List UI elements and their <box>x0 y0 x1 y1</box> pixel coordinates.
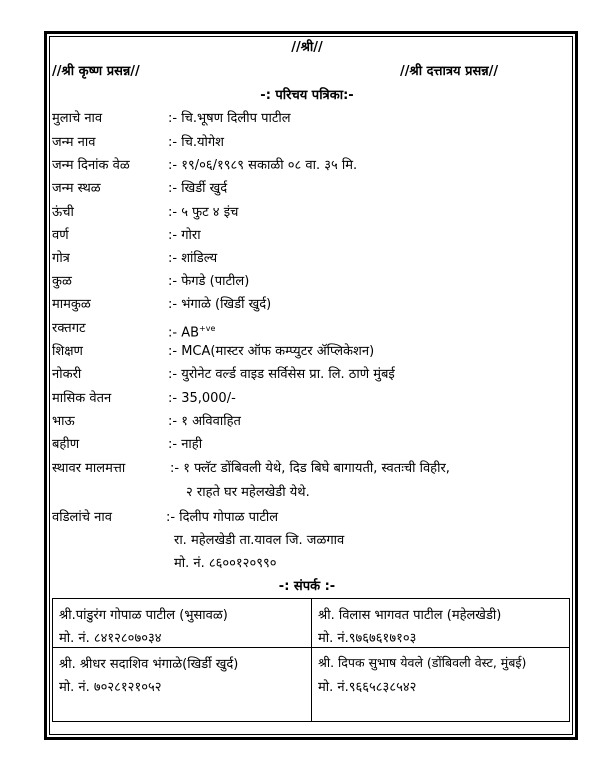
field-value: :- MCA(मास्टर ऑफ कम्प्युटर ॲप्लिकेशन) <box>168 344 375 359</box>
field-value: :- खिर्डी खुर्द <box>168 181 228 196</box>
property-line-1: :- १ फ्लॅट डोंबिवली येथे, दिड बिघे बागायती, स्वतःची विहीर, <box>170 461 450 476</box>
field-label: मासिक वेतन <box>52 391 112 406</box>
field-value: :- भंगाळे (खिर्डी खुर्द) <box>168 297 272 312</box>
field-label: जन्म नाव <box>52 135 96 150</box>
contact-phone: मो. नं. ७०२८१२१०५२ <box>59 680 162 695</box>
field-label: गोत्र <box>52 251 70 266</box>
field-label: जन्म दिनांक वेळ <box>52 158 130 173</box>
field-label: मुलाचे नाव <box>52 111 103 126</box>
father-name: :- दिलीप गोपाळ पाटील <box>166 510 279 525</box>
field-value: :- युरोनेट वर्ल्ड वाइड सर्विसेस प्रा. लि. ठाणे मुंबई <box>168 367 395 382</box>
contact-phone: मो. नं.९७६७६१७१०३ <box>318 631 417 646</box>
field-label: बहीण <box>52 437 80 452</box>
field-value: :- शांडिल्य <box>168 251 218 266</box>
right-invocation: //श्री दत्तात्रय प्रसन्न// <box>400 64 499 79</box>
field-value: :- 35,000/- <box>168 391 236 406</box>
contact-name: श्री. श्रीधर सदाशिव भंगाळे(खिर्डी खुर्द) <box>59 657 239 672</box>
field-label: भाऊ <box>52 414 75 429</box>
property-line-2: २ राहते घर महेलखेडी येथे. <box>186 485 310 500</box>
field-label: रक्तगट <box>52 321 86 336</box>
property-label: स्थावर मालमत्ता <box>52 461 126 476</box>
page-title: -: परिचय पत्रिका:- <box>260 88 354 103</box>
field-label: शिक्षण <box>52 344 83 359</box>
contact-phone: मो. नं.९६६५८३८५४२ <box>318 680 417 695</box>
field-value: :- चि.योगेश <box>168 135 225 150</box>
contact-name: श्री. दिपक सुभाष येवले (डोंबिवली वेस्ट, मुंबई) <box>318 655 527 670</box>
contact-cell <box>312 599 570 647</box>
field-value: :- गोरा <box>168 228 201 243</box>
father-phone: मो. नं. ८६००१२०९९० <box>174 556 277 571</box>
field-value: :- ५ फुट ४ इंच <box>168 205 239 220</box>
contact-phone: मो. नं. ८४१२८०७०३४ <box>59 631 162 646</box>
contact-title: -: संपर्क :- <box>278 579 336 594</box>
field-value: :- १९/०६/१९८९ सकाळी ०८ वा. ३५ मि. <box>168 158 358 173</box>
field-value: :- नाही <box>168 437 203 452</box>
father-address: रा. महेलखेडी ता.यावल जि. जळगाव <box>174 533 345 548</box>
blood-group: :- AB <box>168 325 200 341</box>
field-label: मामकुळ <box>52 297 91 312</box>
contact-cell <box>53 648 311 722</box>
field-label: नोकरी <box>52 367 82 382</box>
field-value: :- चि.भूषण दिलीप पाटील <box>168 111 291 126</box>
field-value: :- १ अविवाहित <box>168 414 241 429</box>
contact-name: श्री. विलास भागवत पाटील (महेलखेडी) <box>318 608 502 623</box>
field-label: जन्म स्थळ <box>52 181 101 196</box>
contact-cell <box>312 648 570 722</box>
left-invocation: //श्री कृष्ण प्रसन्न// <box>52 64 140 79</box>
father-label: वडिलांचे नाव <box>52 510 112 525</box>
top-invocation: //श्री// <box>291 40 323 55</box>
contact-name: श्री.पांडुरंग गोपाळ पाटील (भुसावळ) <box>59 608 228 623</box>
contact-cell <box>53 599 311 647</box>
contact-table <box>52 598 570 722</box>
field-value: :- फेगडे (पाटील) <box>168 274 250 289</box>
field-label: ऊंची <box>52 205 74 220</box>
field-label: कुळ <box>52 274 72 289</box>
field-label: वर्ण <box>52 228 69 243</box>
field-value <box>168 320 215 342</box>
rh-factor: +ve <box>199 324 216 333</box>
